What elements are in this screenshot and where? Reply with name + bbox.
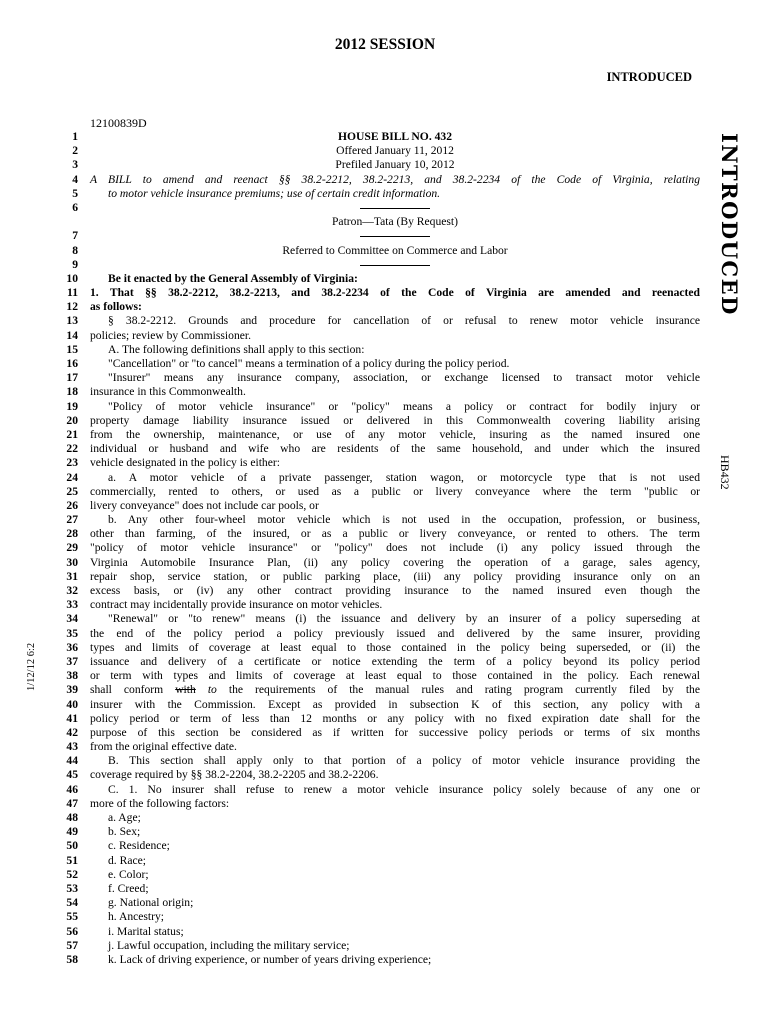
text-line <box>40 215 700 229</box>
session-title: 2012 SESSION <box>334 36 436 53</box>
side-date <box>26 633 40 693</box>
prefiled-date: Prefiled January 10, 2012 <box>335 158 455 172</box>
text-line <box>40 712 700 726</box>
text-line <box>40 300 700 314</box>
section-heading: policies; review by Commissioner. <box>90 328 252 342</box>
text-line <box>40 541 700 555</box>
line-number: 33 <box>66 598 78 612</box>
bill-code: 12100839D <box>90 116 147 130</box>
body-text: A. The following definitions shall apply to this section: <box>108 342 365 356</box>
text-line <box>40 754 700 768</box>
list-item: j. Lawful occupation, including the military service; <box>108 938 350 952</box>
body-text: excess basis, or (iv) any other contract providing insurance to the named insured even though the <box>90 584 700 597</box>
text-line <box>40 896 700 910</box>
line-number: 50 <box>66 839 78 853</box>
line-number: 48 <box>66 811 78 824</box>
text-line <box>40 414 700 428</box>
line-number: 57 <box>66 938 78 952</box>
text-line <box>40 627 700 641</box>
line-number: 45 <box>66 768 78 782</box>
text-line <box>40 258 700 272</box>
text-line <box>40 655 700 669</box>
line-number: 2 <box>72 144 78 158</box>
body-text: from the ownership, maintenance, or use of any motor vehicle, insuring as the named insured one <box>90 427 700 441</box>
line-number: 6 <box>72 200 78 214</box>
body-text: types and limits of coverage at least equal to those contained in the policy being superseded, or (ii) the <box>90 640 700 654</box>
body-text: "Policy of motor vehicle insurance" or "policy" means a policy or contract for bodily injury or <box>108 399 700 413</box>
line-number: 14 <box>66 328 78 342</box>
line-number: 38 <box>66 669 78 683</box>
body-text: C. 1. No insurer shall refuse to renew a motor vehicle insurance policy solely because of any one or <box>108 782 700 796</box>
body-text-amended <box>90 683 700 697</box>
text-line <box>40 698 700 712</box>
line-number: 47 <box>66 796 78 810</box>
text-line <box>40 499 700 513</box>
line-number: 36 <box>66 640 78 654</box>
body-text: the end of the policy period a policy previously issued and delivered by the same insurer, providing <box>90 626 700 640</box>
line-number: 35 <box>66 626 78 640</box>
text-line <box>40 768 700 782</box>
divider <box>90 201 700 215</box>
enacting-clause: Be it enacted by the General Assembly of Virginia: <box>108 271 358 285</box>
body-text: from the original effective date. <box>90 740 237 754</box>
line-number: 10 <box>66 271 78 285</box>
line-number: 44 <box>66 754 78 768</box>
line-number: 55 <box>66 910 78 924</box>
text-line <box>40 329 700 343</box>
text-line <box>40 343 700 357</box>
text-line <box>40 272 700 286</box>
line-number: 58 <box>66 952 78 966</box>
body-text: "Cancellation" or "to cancel" means a termination of a policy during the policy period. <box>108 357 510 370</box>
deleted-text: with <box>175 683 196 697</box>
text-line <box>40 783 700 797</box>
list-item: c. Residence; <box>108 839 170 853</box>
side-date-text: 1/12/12 6:2 <box>26 642 37 691</box>
text-line <box>40 244 700 258</box>
text-line <box>40 428 700 442</box>
line-number: 27 <box>66 513 78 527</box>
body-text: issuance and delivery of a certificate or notice extending the term of a policy beyond its policy period <box>90 654 700 668</box>
line-number: 17 <box>66 371 78 385</box>
line-number: 9 <box>72 257 78 271</box>
text-line <box>40 839 700 853</box>
text-line <box>40 442 700 456</box>
text-line <box>40 825 700 839</box>
line-number: 41 <box>66 711 78 725</box>
text-line <box>40 471 700 485</box>
text-line <box>40 144 700 158</box>
body-text: purpose of this section be considered as if written for successive policy periods or terms of six months <box>90 725 700 739</box>
body-text: livery conveyance" does not include car pools, or <box>90 498 319 512</box>
body-text: policy period or term of less than 12 months or any policy with no fixed expiration date shall for the <box>90 711 700 725</box>
text-line <box>40 158 700 172</box>
divider <box>90 258 700 272</box>
text-line <box>40 527 700 541</box>
bill-summary: to motor vehicle insurance premiums; use of certain credit information. <box>108 186 441 200</box>
text-line <box>40 556 700 570</box>
line-number: 23 <box>66 456 78 470</box>
line-number: 3 <box>72 158 78 172</box>
body-text: "Renewal" or "to renew" means (i) the issuance and delivery by an insurer of a policy superseding at <box>108 612 700 626</box>
text-line <box>40 683 700 697</box>
line-number: 34 <box>66 612 78 626</box>
text-line <box>40 811 700 825</box>
enacting-clause: 1. That §§ 38.2-2212, 38.2-2213, and 38.2-2234 of the Code of Virginia are amended and reenacted <box>90 286 700 300</box>
text-line <box>40 882 700 896</box>
line-number: 22 <box>66 442 78 456</box>
line-number: 54 <box>66 896 78 910</box>
body-text: coverage required by §§ 38.2-2204, 38.2-2205 and 38.2-2206. <box>90 768 379 782</box>
list-item: a. Age; <box>108 811 141 824</box>
list-item: f. Creed; <box>108 881 149 895</box>
body-text: b. Any other four-wheel motor vehicle which is not used in the occupation, profession, or business, <box>108 513 700 527</box>
line-number: 1 <box>72 130 78 143</box>
text-line <box>40 229 700 243</box>
text-line <box>40 953 700 967</box>
body-text: Virginia Automobile Insurance Plan, (ii) any policy covering the operation of a garage, sales agency, <box>90 555 700 569</box>
text-line <box>40 201 700 215</box>
body-text: commercially, rented to others, or used as a public or livery conveyance where the term "public or <box>90 484 700 498</box>
text-line <box>40 187 700 201</box>
list-item: b. Sex; <box>108 825 141 839</box>
bill-text <box>40 130 700 967</box>
line-number: 24 <box>66 470 78 484</box>
body-text: contract may incidentally provide insurance on motor vehicles. <box>90 598 383 612</box>
text-line <box>40 173 700 187</box>
line-number: 5 <box>72 186 78 200</box>
line-number: 15 <box>66 342 78 356</box>
body-text: "Insurer" means any insurance company, association, or exchange licensed to transact motor vehicle <box>108 371 700 385</box>
patron: Patron—Tata (By Request) <box>331 215 459 229</box>
text-line <box>40 130 700 144</box>
bill-summary: A BILL to amend and reenact §§ 38.2-2212, 38.2-2213, and 38.2-2234 of the Code of Virginia, relating <box>90 172 700 186</box>
line-number: 42 <box>66 725 78 739</box>
line-number: 19 <box>66 399 78 413</box>
text-line <box>40 314 700 328</box>
body-text: insurer with the Commission. Except as provided in subsection K of this section, any policy with a <box>90 697 700 711</box>
list-item: h. Ancestry; <box>108 910 165 924</box>
line-number: 20 <box>66 413 78 427</box>
line-number: 21 <box>66 427 78 441</box>
line-number: 32 <box>66 584 78 597</box>
divider <box>90 229 700 243</box>
line-number: 52 <box>66 867 78 881</box>
list-item: e. Color; <box>108 867 149 881</box>
text-fragment: the requirements of the manual rules and rating program currently filed by the <box>216 683 700 697</box>
text-line <box>40 641 700 655</box>
line-number: 8 <box>72 243 78 257</box>
side-status-label: INTRODUCED <box>717 133 742 316</box>
committee-referral: Referred to Committee on Commerce and Labor <box>282 243 508 257</box>
body-text: "policy of motor vehicle insurance" or "policy" does not include (i) any policy issued through the <box>90 541 700 555</box>
line-number: 39 <box>66 683 78 697</box>
body-text: other than farming, of the insured, or as a public or livery conveyance, or rented to others. The term <box>90 527 700 541</box>
line-number: 56 <box>66 924 78 938</box>
line-number: 4 <box>72 172 78 186</box>
list-item: i. Marital status; <box>108 924 184 938</box>
inserted-text: to <box>195 683 217 697</box>
line-number: 7 <box>72 229 78 243</box>
enacting-clause: as follows: <box>90 300 142 314</box>
list-item: k. Lack of driving experience, or number of years driving experience; <box>108 952 432 966</box>
status-label: INTRODUCED <box>606 70 692 84</box>
text-line <box>40 385 700 399</box>
line-number: 13 <box>66 314 78 328</box>
text-line <box>40 371 700 385</box>
body-text: vehicle designated in the policy is either: <box>90 456 280 470</box>
line-number: 40 <box>66 697 78 711</box>
line-number: 31 <box>66 569 78 583</box>
text-line <box>40 584 700 598</box>
text-line <box>40 357 700 371</box>
line-number: 12 <box>66 300 78 314</box>
text-line <box>40 740 700 754</box>
line-number: 11 <box>67 286 78 300</box>
side-bill-number: HB432 <box>718 455 732 490</box>
body-text: B. This section shall apply only to that portion of a policy of motor vehicle insurance providing the <box>108 754 700 768</box>
text-line <box>40 513 700 527</box>
text-line <box>40 854 700 868</box>
line-number: 43 <box>66 740 78 754</box>
text-line <box>40 669 700 683</box>
text-line <box>40 925 700 939</box>
body-text: or term with types and limits of coverage at least equal to those contained in the policy. Each renewal <box>90 669 700 683</box>
list-item: g. National origin; <box>108 896 194 910</box>
text-line <box>40 485 700 499</box>
body-text: more of the following factors: <box>90 796 230 810</box>
body-text: a. A motor vehicle of a private passenger, station wagon, or motorcycle type that is not used <box>108 470 700 484</box>
text-line <box>40 910 700 924</box>
text-line <box>40 939 700 953</box>
bill-title: HOUSE BILL NO. 432 <box>337 130 453 143</box>
text-line <box>40 570 700 584</box>
line-number: 53 <box>66 881 78 895</box>
line-number: 26 <box>66 498 78 512</box>
body-text: individual or husband and wife who are residents of the same household, and under which the insured <box>90 442 700 456</box>
line-number: 51 <box>66 853 78 867</box>
text-line <box>40 598 700 612</box>
section-heading: § 38.2-2212. Grounds and procedure for cancellation of or refusal to renew motor vehicle insurance <box>108 314 700 328</box>
text-line <box>40 456 700 470</box>
text-line <box>40 286 700 300</box>
list-item: d. Race; <box>108 853 146 867</box>
line-number: 30 <box>66 555 78 569</box>
text-line <box>40 797 700 811</box>
line-number: 16 <box>66 357 78 370</box>
line-number: 37 <box>66 654 78 668</box>
text-line <box>40 726 700 740</box>
text-line <box>40 868 700 882</box>
text-line <box>40 400 700 414</box>
line-number: 18 <box>66 385 78 399</box>
offered-date: Offered January 11, 2012 <box>336 144 454 158</box>
line-number: 25 <box>66 484 78 498</box>
line-number: 29 <box>66 541 78 555</box>
body-text: insurance in this Commonwealth. <box>90 385 246 399</box>
line-number: 49 <box>66 825 78 839</box>
text-fragment: shall conform <box>90 683 176 697</box>
text-line <box>40 612 700 626</box>
body-text: property damage liability insurance issued or delivered in this Commonwealth covering liability arising <box>90 413 700 427</box>
line-number: 46 <box>66 782 78 796</box>
body-text: repair shop, service station, or public parking place, (iii) any policy providing insurance only on an <box>90 569 700 583</box>
line-number: 28 <box>66 527 78 541</box>
